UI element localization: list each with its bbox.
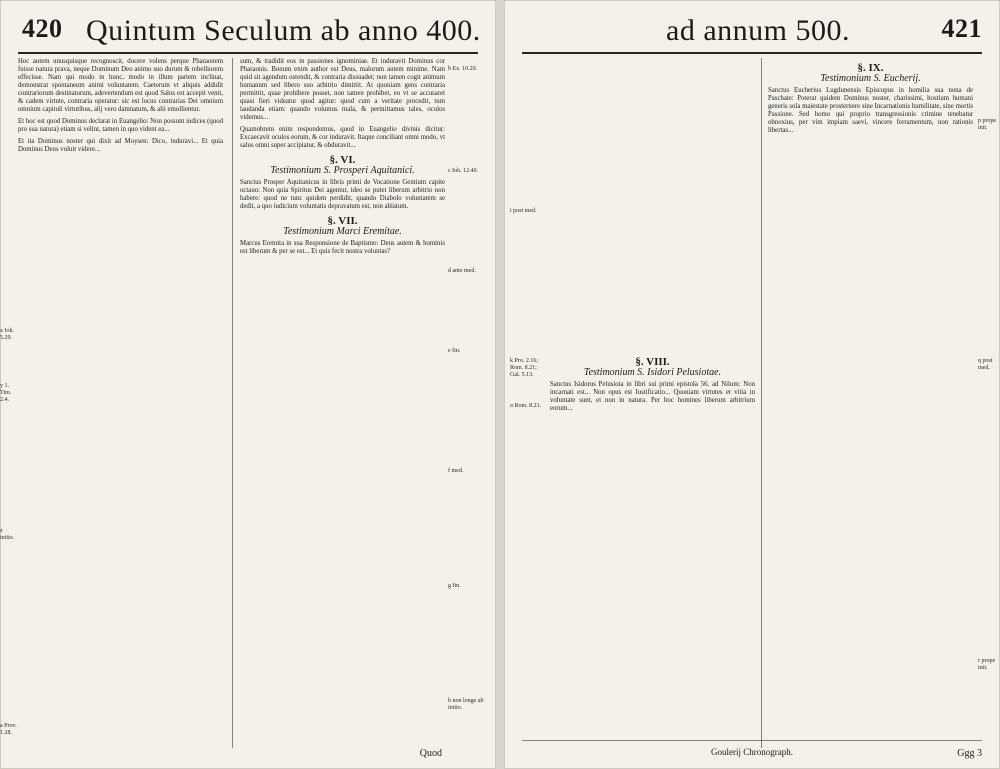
section-heading: §. VIII.: [635, 356, 670, 368]
right-page: [504, 0, 1000, 769]
margin-note: e fin.: [448, 348, 461, 354]
right-column-1: [550, 58, 755, 748]
section-subheading: Testimonium S. Eucherij.: [820, 73, 921, 84]
paragraph: sum, & tradidit eos in passiones ignominiae. Et induravit Dominus cor Pharaonis. Bonum enim author est Deus, malorum autem minime. Nam quid sit agendum ostendit, & contraria dissuadet; non tamen cogit animum humanum sed libero suo arbitrio dimittit. At quoniam gens contraria permittit, quae prohibere posset, non tamen prohibet, eo vt se accusaret quasi fieri videatur quod agitur: quod cum a veritate procedit, tum laudanda etiam: quando volumus mala, & permittamus tales, oculos videmus...: [240, 58, 445, 121]
margin-note: g fin.: [448, 583, 461, 589]
column-divider: [232, 58, 233, 748]
margin-note: y 1. Tim. 2.4.: [0, 383, 12, 403]
section-text: Sanctus Isidorus Pelusiota in libri sui primi epistola 56. ad Nilum: Non incarnati est... Non opus est Iustificatio... Quoniam virtutes et vitia in voluntate sunt, et non in natura. Per hoc homines liberum arbitrium eorum...: [550, 381, 755, 412]
margin-note: q post med.: [978, 358, 993, 371]
left-page: [0, 0, 496, 769]
signature-mark: Ggg 3: [957, 748, 982, 759]
margin-note: o Rom. 8.21.: [510, 403, 542, 409]
header-rule: [522, 52, 982, 54]
left-margin-notes: [448, 58, 484, 748]
paragraph: Hoc autem unusquisque recognoscit, docere volens perque Pharaonem fuisse natura prava, neque Dominum Deo animo suo durum & rebelliorem effecisse. Nam qui modo in hunc, modo in illum partem inclinat, demonstrat spontaneum animi voluntatem. Caeterum vt aliquis addidit contrariorum destinatorum, adevertendum est quod Salus est accepit venit, & cadem virtute, contraria operatur: sic est locus contrarias Dei omnium omnium capituli virtutibus, alij vero damnatum, & alii emollientur.: [18, 58, 223, 113]
running-title: Quintum Seculum ab anno 400.: [86, 14, 481, 47]
page-number: 420: [22, 14, 63, 43]
section-heading-2: §. VII.: [327, 215, 358, 227]
left-outer-margin-notes: [0, 58, 18, 748]
paragraph: Et ita Dominus noster qui dixit ad Moysen: Dico, induravi... Et quia Dominus Deus voluit videre...: [18, 138, 223, 153]
paragraph: Quamobrem enim respondemus, quod in Euangelio divinis dicitur: Excaecavit oculos eorum, & cor induravit. Itaque conciliant omni modo, vt salus omni super accipiatur, & obduravit...: [240, 126, 445, 149]
margin-note: r prope init.: [978, 658, 996, 671]
left-header: [0, 14, 496, 50]
footer-rule: [522, 740, 982, 741]
right-outer-margin-notes: [978, 58, 1000, 748]
margin-note: k Pro. 2.16; Rom. 8.21; Gal. 5.13.: [510, 358, 539, 378]
running-title: ad annum 500.: [666, 14, 850, 47]
left-column-2: [240, 58, 445, 748]
margin-note: x Ioh. 5.29.: [0, 328, 14, 341]
catchword: Quod: [419, 748, 442, 759]
page-number: 421: [941, 14, 982, 43]
header-rule: [18, 52, 478, 54]
margin-note: d ante med.: [448, 268, 476, 274]
margin-note: i post med.: [510, 208, 537, 214]
section-text-2: Marcus Eremita in sua Responsione de Baptismo: Deus autem & hominis est liberum & per se est... Et quis fecit nostra voluntas?: [240, 240, 445, 255]
margin-note: p prope init.: [978, 118, 997, 131]
margin-note: c Ioh. 12.40.: [448, 168, 479, 174]
margin-note: f med.: [448, 468, 464, 474]
section-text: Sanctus Eucherius Lugdunensis Episcopus in homilia sua nona de Paschate: Poterat quidem Dominus noster, charissimi, hostium humani generis sola maiestate prosternere sine Incarnationis humilitate, sine mortis Passione. Sed homo qui proprio transgressionis crimine tenebatur obnoxius, per vim impiam saevi, vincere ferramentum, non rationis libertas...: [768, 87, 973, 134]
section-subheading-2: Testimonium Marci Eremitae.: [283, 226, 402, 237]
margin-note: b Ex. 10.20.: [448, 66, 478, 72]
section-subheading: Testimonium S. Isidori Pelusiotae.: [583, 367, 722, 378]
section-text: Sanctus Prosper Aquitanicus in libris primi de Vocatione Gentium capite octauo: Non quia Spiritus Dei agentur, ideo se putet liberum arbitrio non habere: quod ne tunc quidem perdidit, quando Diabolo voluntatem se dedit, a quo iudicium voluntatis depravatum est, non ablatum.: [240, 179, 445, 210]
paragraph: Et hoc est quod Dominus declarat in Euangelio: Non possunt iudices (quod pro sua natura) etiam si velint, tamen in quo vident ea...: [18, 118, 223, 133]
section-subheading: Testimonium S. Prosperi Aquitanici.: [270, 165, 415, 176]
footer-text: Goulerij Chronograph.: [711, 747, 793, 757]
margin-note: a Prov. 1.28.: [0, 723, 17, 736]
right-inner-margin-notes: [510, 58, 548, 748]
left-column-1: [18, 58, 223, 748]
section-heading: §. VI.: [329, 154, 356, 166]
margin-note: z initio.: [0, 528, 15, 541]
right-column-2: [768, 58, 973, 748]
column-divider: [761, 58, 762, 748]
margin-note: h non longe ab initio.: [448, 698, 484, 711]
right-header: [504, 14, 1000, 50]
section-heading: §. IX.: [857, 62, 884, 74]
